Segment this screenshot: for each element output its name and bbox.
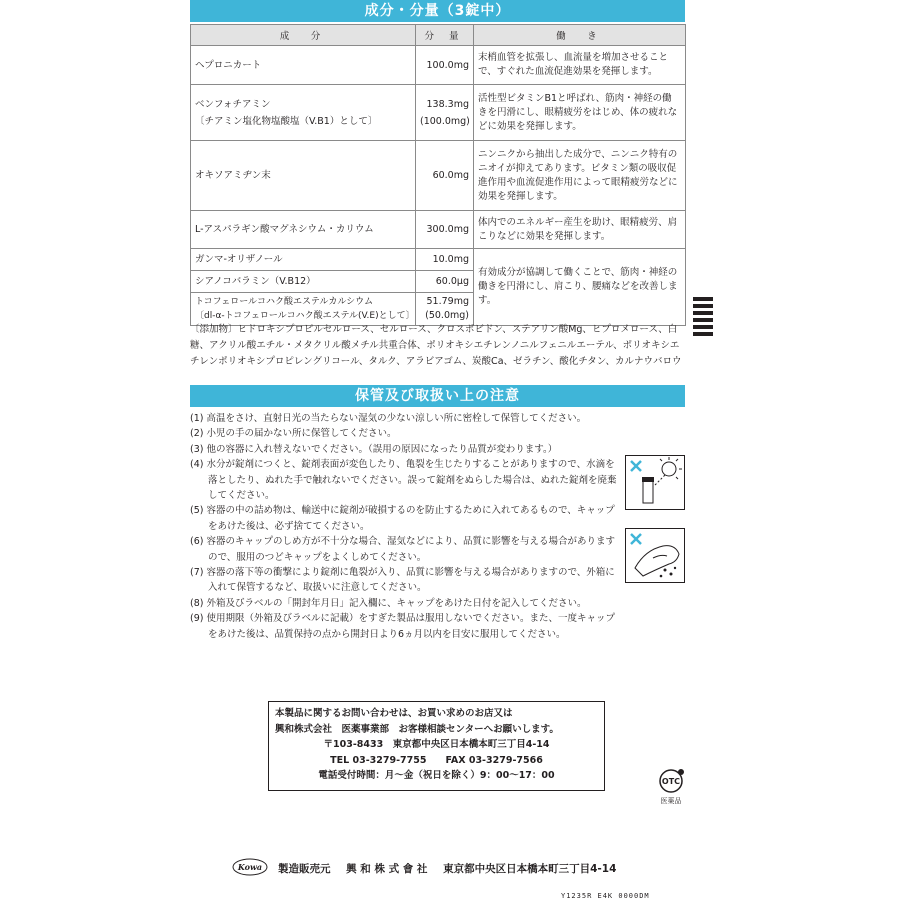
contact-hours: 電話受付時間：月〜金（祝日を除く）9：00〜17：00 xyxy=(318,770,555,781)
tab-bar xyxy=(693,311,713,315)
ingredient-amount xyxy=(416,85,474,141)
contact-address: 〒103-8433 東京都中央区日本橋本町三丁目4-14 xyxy=(323,739,550,750)
tab-bar xyxy=(693,304,713,308)
ingredient-name: ガンマ-オリザノール xyxy=(191,249,416,271)
ingredient-name: ヘプロニカート xyxy=(191,46,416,85)
ingredients-title: 成分・分量（3錠中） xyxy=(190,0,685,22)
amount-main: 138.3mg xyxy=(426,98,469,110)
contact-info-box xyxy=(268,701,605,791)
no-wet-hands-pictogram-icon xyxy=(625,528,685,583)
ingredients-table xyxy=(190,24,686,326)
caution-item: (4) 水分が錠剤につくと、錠剤表面が変色したり、亀裂を生じたりすることがありますので、水滴を落としたり、ぬれた手で触れないでください。誤って錠剤をぬらした場合は、ぬれた錠剤を廃棄してください。 xyxy=(190,459,617,502)
ingredient-amount: 60.0μg xyxy=(416,271,474,293)
ingredient-amount: 10.0mg xyxy=(416,249,474,271)
ingredient-effect: 体内でのエネルギー産生を助け、眼精疲労、肩こりなどに効果を発揮します。 xyxy=(474,211,686,249)
tab-bar xyxy=(693,318,713,322)
caution-item: (1) 高温をさけ、直射日光の当たらない湿気の少ない涼しい所に密栓して保管してください。 xyxy=(190,413,587,424)
tab-bar xyxy=(693,332,713,336)
ingredient-name-main: トコフェロールコハク酸エステルカルシウム xyxy=(195,297,374,307)
ingredient-name xyxy=(191,293,416,326)
ingredient-amount: 60.0mg xyxy=(416,141,474,211)
additives-text: 〔添加物〕ヒドロキシプロピルセルロース、セルロース、クロスポビドン、ステアリン酸Mg、ヒプロメロース、白糖、アクリル酸エチル・メタクリル酸メチル共重合体、ポリオキシエチレンノニルフェニルエーテル、ポリオキシエチレンポリオキシプロピレングリコール、タルク、アラビアゴム、炭酸Ca、ゼラチン、酸化チタン、カルナウバロウ xyxy=(190,324,682,367)
storage-title: 保管及び取扱い上の注意 xyxy=(190,385,685,407)
footer-role: 製造販売元 xyxy=(278,863,331,875)
table-row xyxy=(191,85,686,141)
table-row xyxy=(191,46,686,85)
footer-address: 東京都中央区日本橋本町三丁目4-14 xyxy=(443,863,617,875)
ingredient-name: シアノコバラミン（V.B12） xyxy=(191,271,416,293)
tab-marker-bars xyxy=(693,297,713,339)
amount-main: 51.79mg xyxy=(426,296,469,307)
kowa-logo-text: Kowa xyxy=(237,862,263,872)
no-sunlight-pictogram-icon xyxy=(625,455,685,510)
ingredient-name-main: ベンフォチアミン xyxy=(195,98,271,110)
caution-item: (8) 外箱及びラベルの「開封年月日」記入欄に、キャップをあけた日付を記入してください。 xyxy=(190,597,587,609)
contact-phone: TEL 03-3279-7755 FAX 03-3279-7566 xyxy=(330,754,543,766)
ingredient-effect: 活性型ビタミンB1と呼ばれ、筋肉・神経の働きを円滑にし、眼精疲労をはじめ、体の疲れなどに効果を発揮します。 xyxy=(474,85,686,141)
ingredient-amount xyxy=(416,293,474,326)
caution-item: (9) 使用期限（外箱及びラベルに記載）をすぎた製品は服用しないでください。また、一度キャップをあけた後は、品質保持の点から開封日より6ヵ月以内を目安に服用してください。 xyxy=(190,613,615,640)
contact-line: 本製品に関するお問い合わせは、お買い求めのお店又は xyxy=(275,708,513,719)
ingredient-amount: 100.0mg xyxy=(416,46,474,85)
footer-company: 興 和 株 式 會 社 xyxy=(346,863,428,875)
caution-item: (3) 他の容器に入れ替えないでください。（誤用の原因になったり品質が変わります。） xyxy=(190,443,558,455)
header-effect: 働 き xyxy=(474,25,686,46)
product-code: Y1235R E4K 0000DM xyxy=(561,892,650,900)
caution-item: (7) 容器の落下等の衝撃により錠剤に亀裂が入り、品質に影響を与える場合がありますので、外箱に入れて保管するなど、取扱いに注意してください。 xyxy=(190,567,615,594)
ingredient-effect: ニンニクから抽出した成分で、ニンニク特有のニオイが抑えてあります。ビタミン類の吸収促進作用や血流促進作用によって眼精疲労などに効果を発揮します。 xyxy=(474,141,686,211)
caution-item: (6) 容器のキャップのしめ方が不十分な場合、湿気などにより、品質に影響を与える場合がありますので、服用のつどキャップをよくしめてください。 xyxy=(190,536,615,563)
ingredient-effect: 末梢血管を拡張し、血流量を増加させることで、すぐれた血流促進効果を発揮します。 xyxy=(474,46,686,85)
table-header-row xyxy=(191,25,686,46)
otc-mark-text: OTC xyxy=(661,777,681,786)
ingredient-name: L-アスパラギン酸マグネシウム・カリウム xyxy=(191,211,416,249)
tab-bar xyxy=(693,297,713,301)
ingredient-amount: 300.0mg xyxy=(416,211,474,249)
table-row xyxy=(191,249,686,271)
table-row xyxy=(191,141,686,211)
header-ingredient: 成 分 xyxy=(191,25,416,46)
otc-label: 医薬品 xyxy=(660,797,682,805)
header-amount: 分 量 xyxy=(416,25,474,46)
footer-manufacturer xyxy=(278,861,628,876)
caution-item: (2) 小児の手の届かない所に保管してください。 xyxy=(190,428,397,440)
amount-sub: (50.0mg) xyxy=(425,310,469,321)
ingredient-effect: 有効成分が協調して働くことで、筋肉・神経の働きを円滑にし、肩こり、腰痛などを改善します。 xyxy=(474,249,686,326)
amount-sub: (100.0mg) xyxy=(420,115,470,127)
tab-bar xyxy=(693,325,713,329)
table-row xyxy=(191,211,686,249)
ingredient-name: オキソアミヂン末 xyxy=(191,141,416,211)
caution-item: (5) 容器の中の詰め物は、輸送中に錠剤が破損するのを防止するために入れてあるもので、キャップをあけた後は、必ず捨ててください。 xyxy=(190,505,615,532)
ingredient-name-sub: 〔チアミン塩化物塩酸塩（V.B1）として〕 xyxy=(195,115,378,127)
contact-line: 興和株式会社 医薬事業部 お客様相談センターへお願いします。 xyxy=(275,723,559,735)
storage-caution-list xyxy=(190,411,620,642)
ingredient-name xyxy=(191,85,416,141)
kowa-logo-icon xyxy=(232,858,268,876)
ingredient-name-sub: 〔dl-α-トコフェロールコハク酸エステル(V.E)として〕 xyxy=(195,311,415,321)
